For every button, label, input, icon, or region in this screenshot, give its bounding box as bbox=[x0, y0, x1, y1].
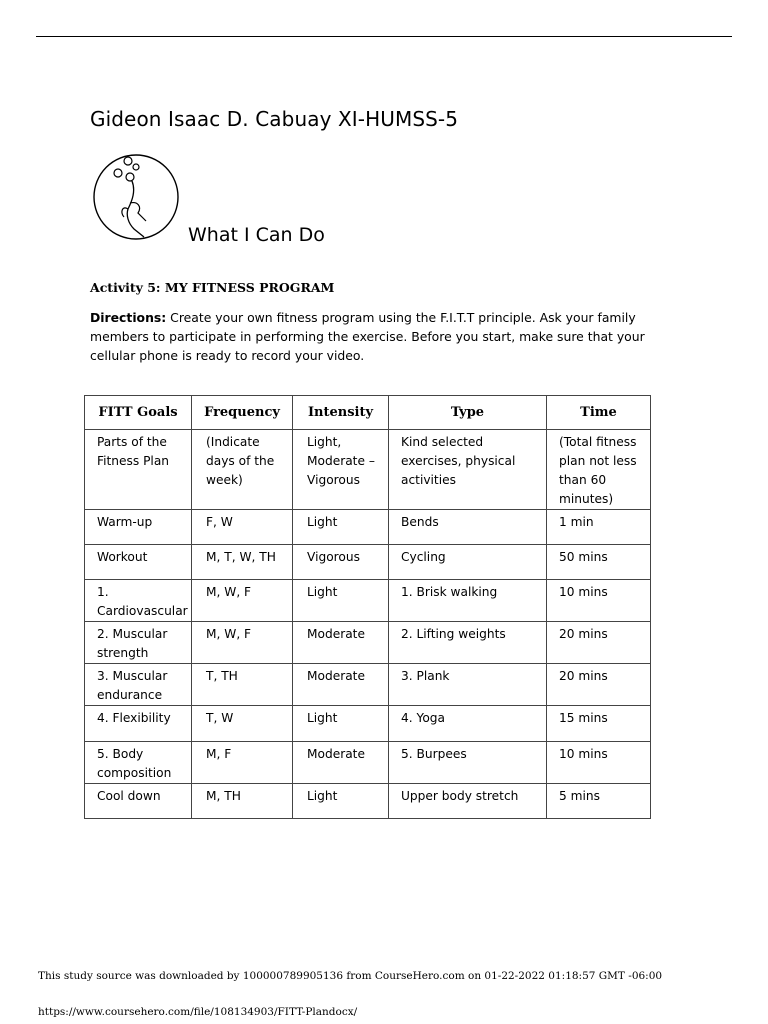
cell-goal: 1. Cardiovascular bbox=[85, 580, 192, 622]
table-row bbox=[85, 430, 651, 510]
cell-time: 20 mins bbox=[547, 664, 651, 706]
cell-frequency: T, TH bbox=[192, 664, 293, 706]
cell-frequency: M, T, W, TH bbox=[192, 545, 293, 580]
cell-type: 5. Burpees bbox=[389, 742, 547, 784]
cell-time: 1 min bbox=[547, 510, 651, 545]
cell-type: 3. Plank bbox=[389, 664, 547, 706]
cell-intensity: Light bbox=[293, 706, 389, 742]
cell-time: 5 mins bbox=[547, 784, 651, 819]
directions-label: Directions: bbox=[90, 310, 167, 325]
cell-goal: 4. Flexibility bbox=[85, 706, 192, 742]
header-time: Time bbox=[547, 396, 651, 430]
cell-frequency: (Indicate days of the week) bbox=[192, 430, 293, 510]
header-type: Type bbox=[389, 396, 547, 430]
table-row bbox=[85, 510, 651, 545]
cell-type: 1. Brisk walking bbox=[389, 580, 547, 622]
cell-intensity: Light bbox=[293, 784, 389, 819]
cell-intensity: Vigorous bbox=[293, 545, 389, 580]
directions bbox=[90, 308, 680, 365]
table-row bbox=[85, 742, 651, 784]
header-frequency: Frequency bbox=[192, 396, 293, 430]
header-fitt-goals: FITT Goals bbox=[85, 396, 192, 430]
cell-type: Bends bbox=[389, 510, 547, 545]
cell-type: Kind selected exercises, physical activities bbox=[389, 430, 547, 510]
source-note: This study source was downloaded by 100000789905136 from CourseHero.com on 01-22-2022 01:18:57 GMT -06:00 bbox=[38, 970, 663, 982]
cell-time: 10 mins bbox=[547, 580, 651, 622]
cell-time: 15 mins bbox=[547, 706, 651, 742]
cell-frequency: M, TH bbox=[192, 784, 293, 819]
cell-frequency: F, W bbox=[192, 510, 293, 545]
cell-intensity: Moderate bbox=[293, 622, 389, 664]
cell-type: Cycling bbox=[389, 545, 547, 580]
cell-type: Upper body stretch bbox=[389, 784, 547, 819]
cell-frequency: M, W, F bbox=[192, 580, 293, 622]
table-row bbox=[85, 784, 651, 819]
student-name: Gideon Isaac D. Cabuay XI-HUMSS-5 bbox=[90, 107, 459, 131]
cell-goal: 2. Muscular strength bbox=[85, 622, 192, 664]
cell-frequency: M, W, F bbox=[192, 622, 293, 664]
cell-frequency: T, W bbox=[192, 706, 293, 742]
cell-frequency: M, F bbox=[192, 742, 293, 784]
table-row bbox=[85, 545, 651, 580]
directions-text: Create your own fitness program using the F.I.T.T principle. Ask your family members to participate in performing the exercise. Before you start, make sure that your cellular phone is ready to record your video. bbox=[90, 310, 645, 363]
cell-intensity: Moderate bbox=[293, 664, 389, 706]
table-row bbox=[85, 622, 651, 664]
cell-goal: 3. Muscular endurance bbox=[85, 664, 192, 706]
header-intensity: Intensity bbox=[293, 396, 389, 430]
cell-time: 10 mins bbox=[547, 742, 651, 784]
cell-goal: Cool down bbox=[85, 784, 192, 819]
cell-time: (Total fitness plan not less than 60 minutes) bbox=[547, 430, 651, 510]
cell-goal: 5. Body composition bbox=[85, 742, 192, 784]
top-rule bbox=[36, 36, 732, 37]
table-row bbox=[85, 664, 651, 706]
table-row bbox=[85, 706, 651, 742]
section-title: What I Can Do bbox=[188, 224, 325, 246]
source-url[interactable]: https://www.coursehero.com/file/108134903/FITT-Plandocx/ bbox=[38, 1006, 358, 1018]
cell-time: 50 mins bbox=[547, 545, 651, 580]
cell-intensity: Light bbox=[293, 580, 389, 622]
fitt-table bbox=[84, 395, 651, 819]
cell-type: 4. Yoga bbox=[389, 706, 547, 742]
cell-goal: Warm-up bbox=[85, 510, 192, 545]
activity-title: Activity 5: MY FITNESS PROGRAM bbox=[90, 280, 335, 295]
cell-intensity: Light, Moderate – Vigorous bbox=[293, 430, 389, 510]
cell-intensity: Moderate bbox=[293, 742, 389, 784]
table-row bbox=[85, 580, 651, 622]
cell-intensity: Light bbox=[293, 510, 389, 545]
fitness-logo-icon bbox=[92, 151, 180, 243]
cell-goal: Workout bbox=[85, 545, 192, 580]
cell-goal: Parts of the Fitness Plan bbox=[85, 430, 192, 510]
cell-type: 2. Lifting weights bbox=[389, 622, 547, 664]
cell-time: 20 mins bbox=[547, 622, 651, 664]
table-header-row bbox=[85, 396, 651, 430]
